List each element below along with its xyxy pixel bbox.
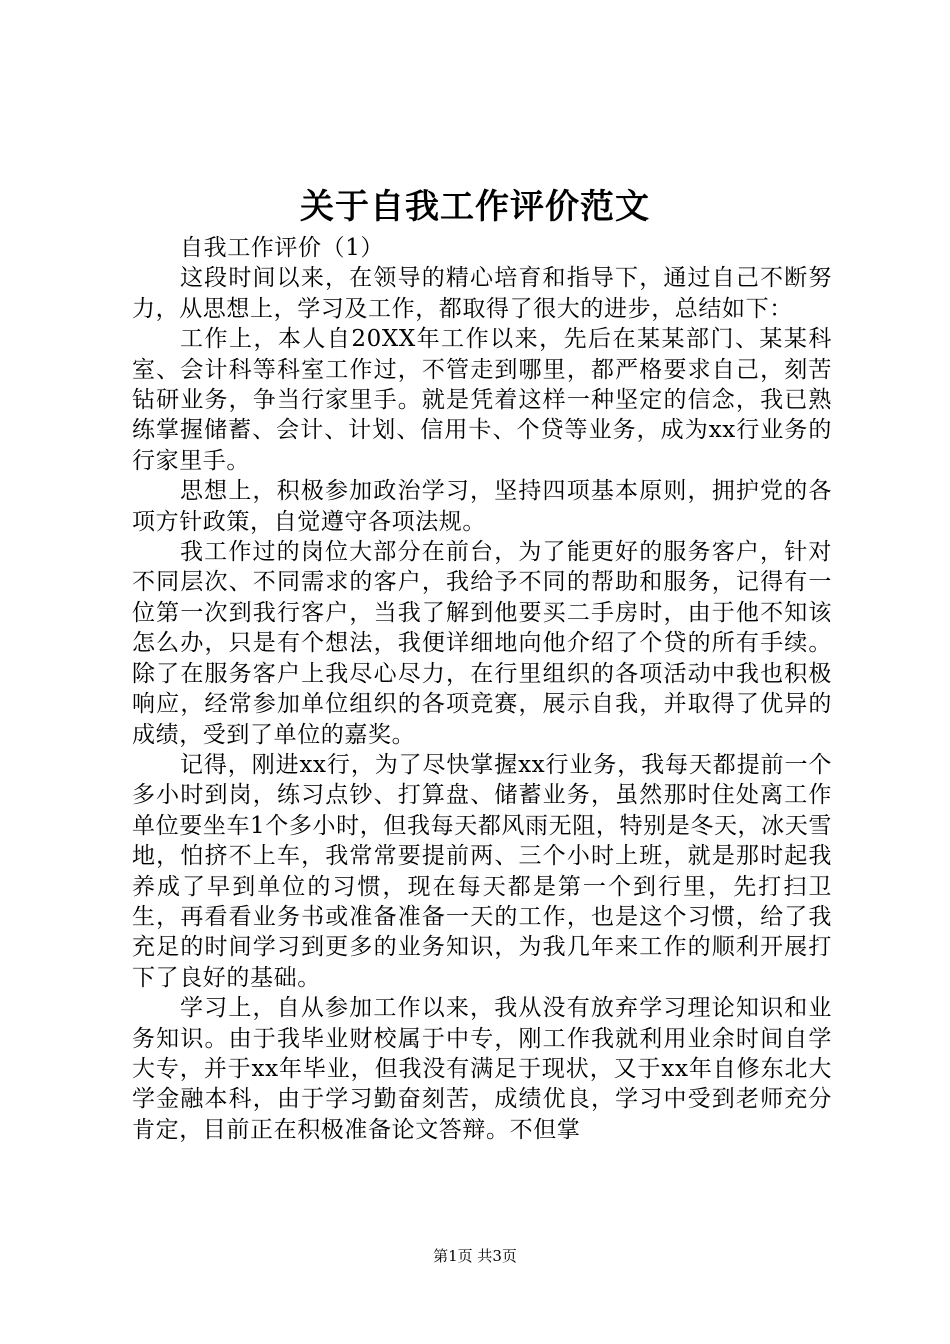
page-footer: 第1页 共3页	[433, 1247, 517, 1265]
paragraph: 这段时间以来，在领导的精心培育和指导下，通过自己不断努力，从思想上，学习及工作，都取得了很大的进步，总结如下：	[132, 265, 832, 322]
paragraph: 思想上，积极参加政治学习，坚持四项基本原则，拥护党的各项方针政策，自觉遵守各项法规。	[132, 478, 832, 535]
paragraph: 学习上，自从参加工作以来，我从没有放弃学习理论知识和业务知识。由于我毕业财校属于中专，刚工作我就利用业余时间自学大专，并于xx年毕业，但我没有满足于现状，又于xx年自修东北大学金融本科，由于学习勤奋刻苦，成绩优良，学习中受到老师充分肯定，目前正在积极准备论文答辩。不但掌	[132, 995, 832, 1143]
paragraph: 我工作过的岗位大部分在前台，为了能更好的服务客户，针对不同层次、不同需求的客户，我给予不同的帮助和服务，记得有一位第一次到我行客户，当我了解到他要买二手房时，由于他不知该怎么办，只是有个想法，我便详细地向他介绍了个贷的所有手续。除了在服务客户上我尽心尽力，在行里组织的各项活动中我也积极响应，经常参加单位组织的各项竞赛，展示自我，并取得了优异的成绩，受到了单位的嘉奖。	[132, 539, 832, 748]
paragraph: 工作上，本人自20XX年工作以来，先后在某某部门、某某科室、会计科等科室工作过，不管走到哪里，都严格要求自己，刻苦钻研业务，争当行家里手。就是凭着这样一种坚定的信念，我已熟练掌握储蓄、会计、计划、信用卡、个贷等业务，成为xx行业务的行家里手。	[132, 326, 832, 474]
paragraph: 记得，刚进xx行，为了尽快掌握xx行业务，我每天都提前一个多小时到岗，练习点钞、打算盘、储蓄业务，虽然那时住处离工作单位要坐车1个多小时，但我每天都风雨无阻，特别是冬天，冰天雪地，怕挤不上车，我常常要提前两、三个小时上班，就是那时起我养成了早到单位的习惯，现在每天都是第一个到行里，先打扫卫生，再看看业务书或准备准备一天的工作，也是这个习惯，给了我充足的时间学习到更多的业务知识，为我几年来工作的顺利开展打下了良好的基础。	[132, 751, 832, 991]
document-title: 关于自我工作评价范文	[300, 187, 650, 227]
document-body	[132, 233, 832, 1145]
section-heading: 自我工作评价（1）	[180, 235, 385, 261]
